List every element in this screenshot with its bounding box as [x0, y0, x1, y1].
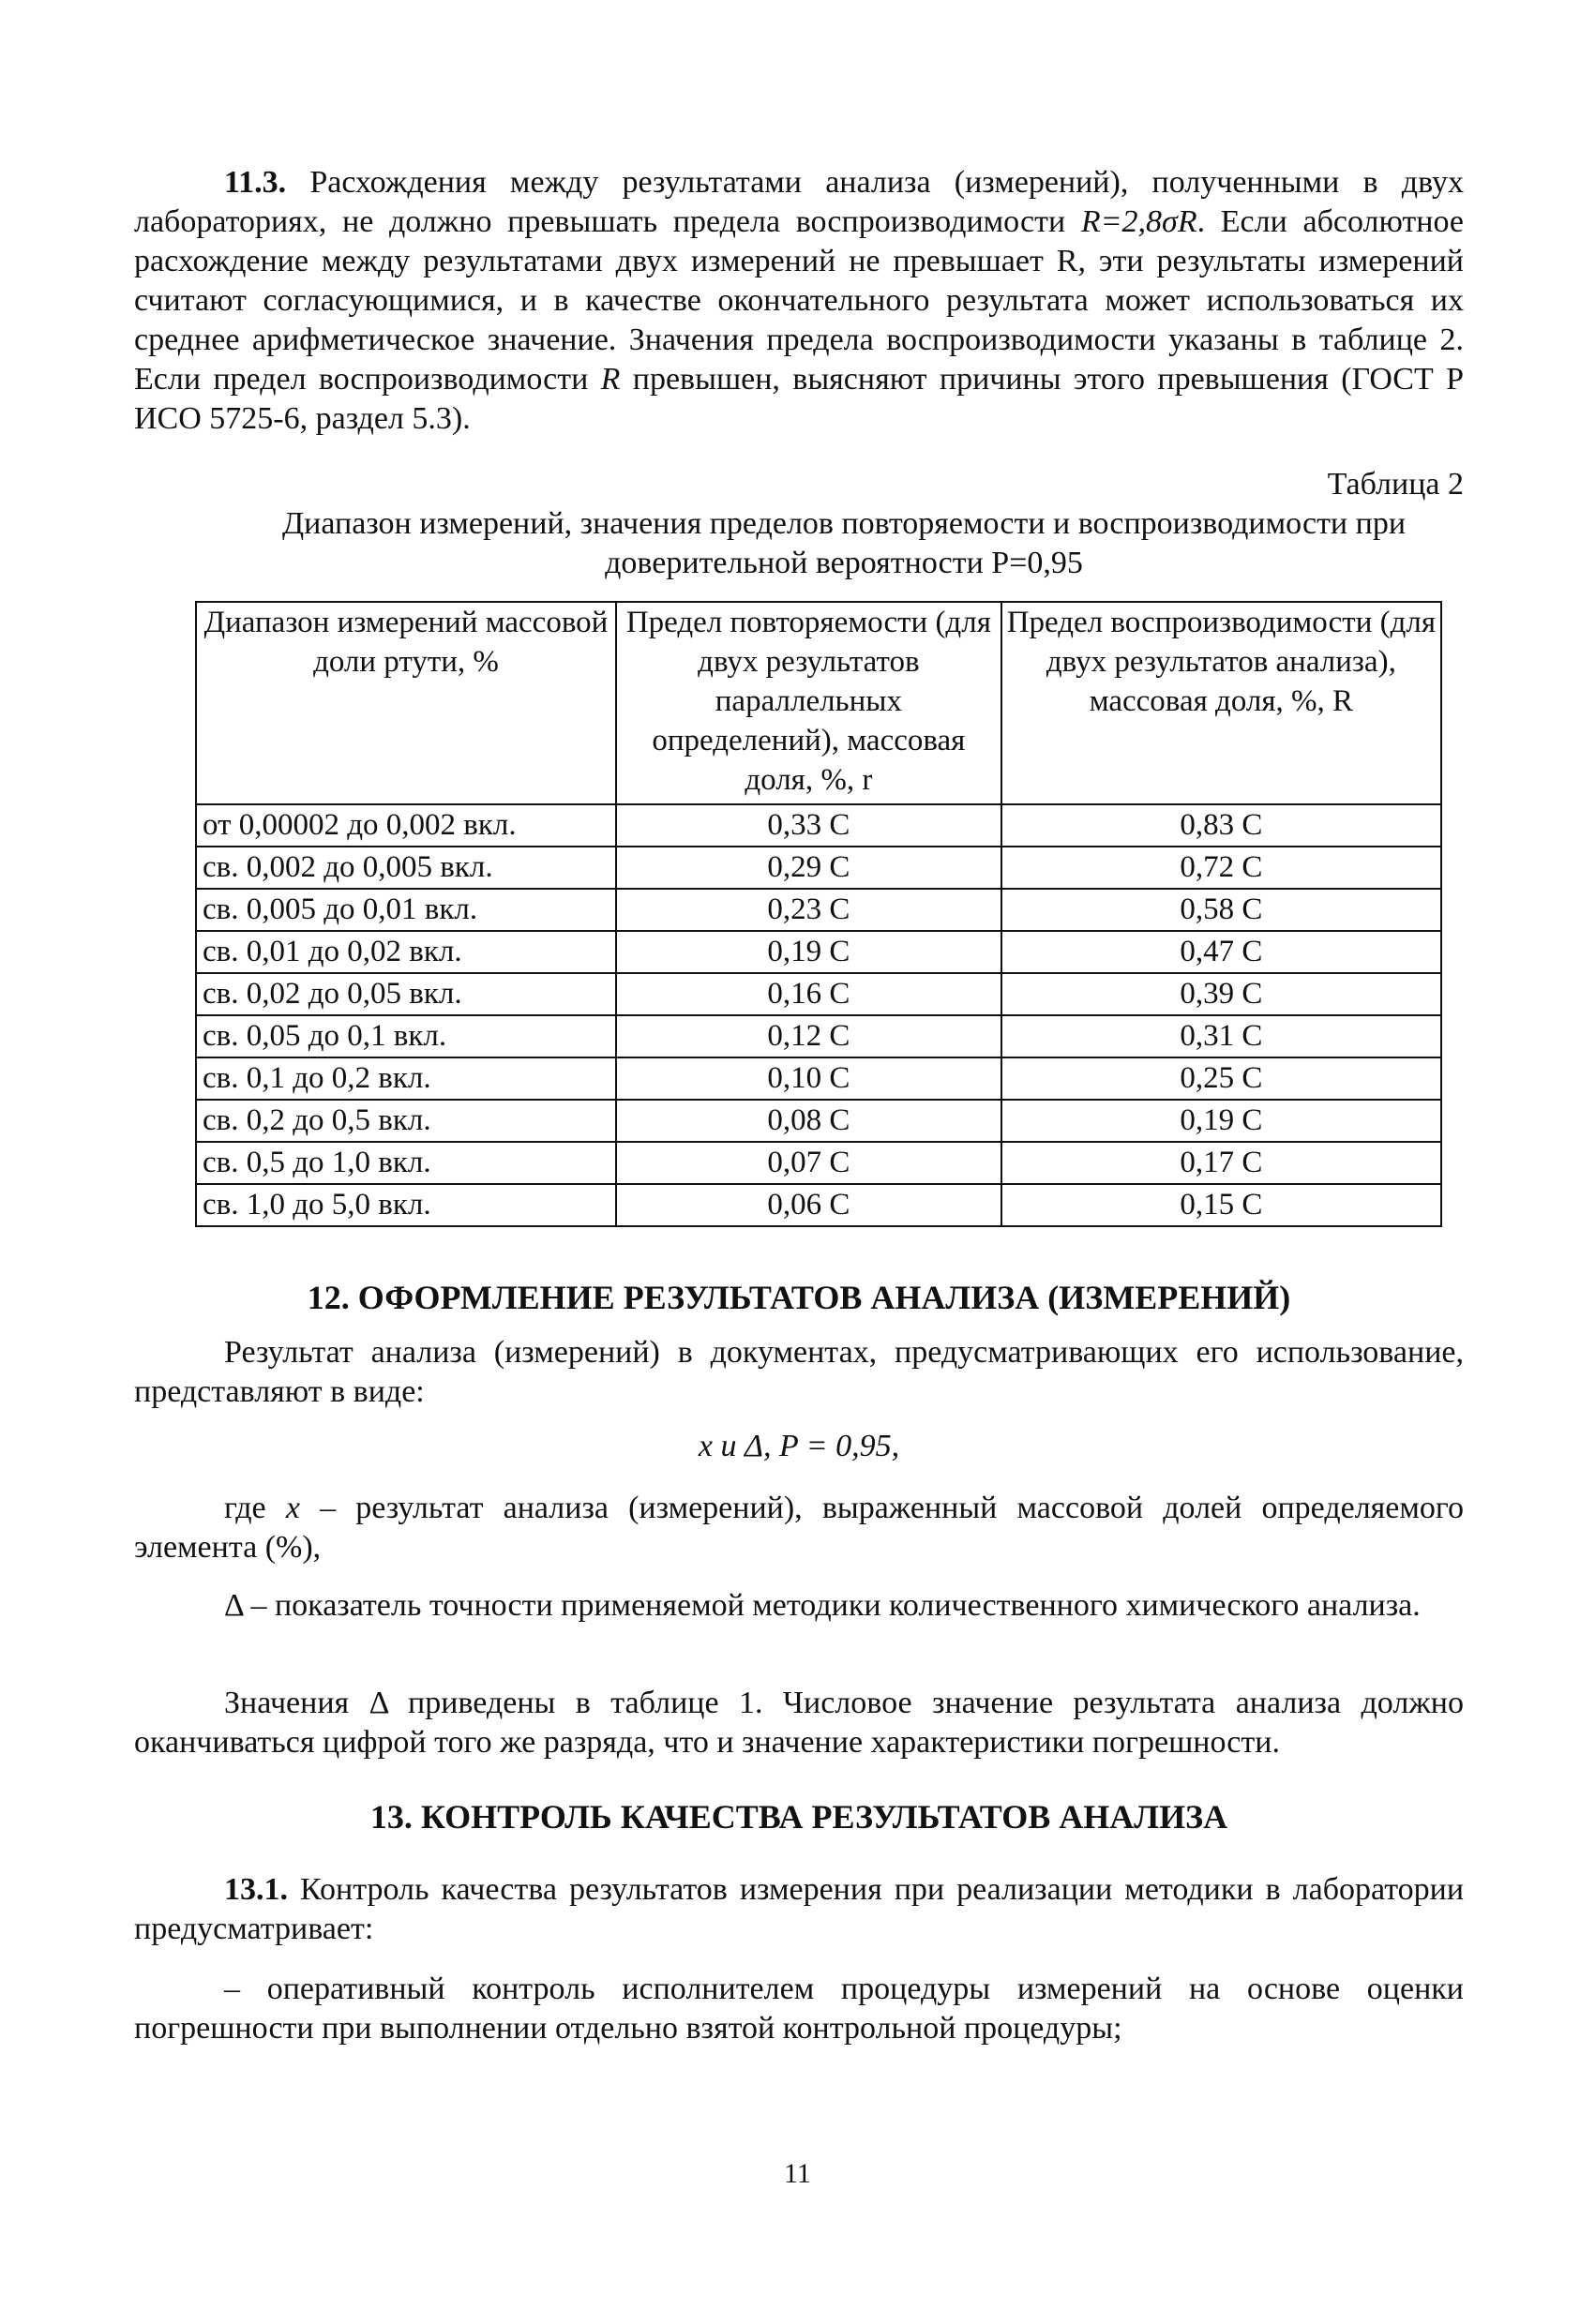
table-header-row	[196, 602, 1441, 804]
reproducibility-formula: R=2,8σR	[1080, 204, 1197, 239]
section-13-1-text: Контроль качества результатов измерения при реализации методики в лаборатории предусматривает:	[134, 1872, 1465, 1946]
section-11-3-text-c: превышен, выясняют причины этого превышения (ГОСТ Р ИСО 5725-6, раздел 5.3).	[134, 362, 1464, 436]
cell-r: 0,12 C	[616, 1015, 1001, 1057]
where-text: – результат анализа (измерений), выраженный массовой долей определяемого элемента (%),	[134, 1491, 1465, 1565]
cell-range: св. 0,002 до 0,005 вкл.	[196, 847, 616, 889]
cell-r: 0,10 C	[616, 1057, 1001, 1100]
cell-R: 0,72 C	[1001, 847, 1441, 889]
cell-R: 0,58 C	[1001, 889, 1441, 931]
cell-r: 0,23 C	[616, 889, 1001, 931]
table-row	[196, 1184, 1441, 1226]
cell-R: 0,19 C	[1001, 1100, 1441, 1142]
control-list-item: – оперативный контроль исполнителем процедуры измерений на основе оценки погрешности при выполнении отдельно взятой контрольной процедуры;	[134, 1972, 1464, 2046]
cell-R: 0,39 C	[1001, 973, 1441, 1015]
table-row	[196, 847, 1441, 889]
cell-r: 0,06 C	[616, 1184, 1001, 1226]
table-row	[196, 973, 1441, 1015]
cell-R: 0,31 C	[1001, 1015, 1441, 1057]
cell-r: 0,29 C	[616, 847, 1001, 889]
cell-range: св. 0,1 до 0,2 вкл.	[196, 1057, 616, 1100]
cell-r: 0,19 C	[616, 931, 1001, 973]
where-prefix: где	[224, 1491, 266, 1525]
section-12-final-paragraph: Значения Δ приведены в таблице 1. Числовое значение результата анализа должно оканчиваться цифрой того же разряда, что и значение характеристики погрешности.	[134, 1686, 1464, 1760]
header-repeatability: Предел повторяемости (для двух результатов параллельных определений), массовая доля, %, r	[616, 602, 1001, 804]
where-symbol: x	[285, 1491, 300, 1525]
where-x-paragraph	[134, 1489, 1464, 1567]
cell-R: 0,15 C	[1001, 1184, 1441, 1226]
section-12-heading: 12. ОФОРМЛЕНИЕ РЕЗУЛЬТАТОВ АНАЛИЗА (ИЗМЕРЕНИЙ)	[307, 1279, 1291, 1316]
cell-range: св. 0,5 до 1,0 вкл.	[196, 1142, 616, 1184]
header-reproducibility: Предел воспроизводимости (для двух результатов анализа), массовая доля, %, R	[1001, 602, 1441, 804]
table-2-caption: Диапазон измерений, значения пределов повторяемости и воспроизводимости при доверительной вероятности P=0,95	[281, 506, 1407, 580]
cell-r: 0,16 C	[616, 973, 1001, 1015]
cell-r: 0,07 C	[616, 1142, 1001, 1184]
cell-R: 0,47 C	[1001, 931, 1441, 973]
cell-range: св. 1,0 до 5,0 вкл.	[196, 1184, 616, 1226]
table-row	[196, 1057, 1441, 1100]
cell-range: от 0,00002 до 0,002 вкл.	[196, 804, 616, 847]
delta-paragraph: Δ – показатель точности применяемой методики количественного химического анализа.	[224, 1588, 1421, 1623]
cell-R: 0,17 C	[1001, 1142, 1441, 1184]
section-11-3-text-b: . Если абсолютное расхождение между результатами двух измерений не превышает R, эти результаты измерений считают согласующимися, и в качестве окончательного результата может использоваться их среднее арифметическое значение. Значения предела воспроизводимости указаны в таблице 2. Если предел воспроизводимости	[134, 204, 1464, 397]
cell-R: 0,83 C	[1001, 804, 1441, 847]
cell-range: св. 0,05 до 0,1 вкл.	[196, 1015, 616, 1057]
table-2-label: Таблица 2	[1327, 467, 1464, 502]
page-number: 11	[784, 2158, 811, 2189]
cell-range: св. 0,2 до 0,5 вкл.	[196, 1100, 616, 1142]
header-range: Диапазон измерений массовой доли ртути, %	[196, 602, 616, 804]
section-13-heading: 13. КОНТРОЛЬ КАЧЕСТВА РЕЗУЛЬТАТОВ АНАЛИЗА	[369, 1798, 1228, 1836]
cell-range: св. 0,01 до 0,02 вкл.	[196, 931, 616, 973]
table-row	[196, 1015, 1441, 1057]
section-11-3-text-a: Расхождения между результатами анализа (измерений), полученными в двух лабораториях, не должно превышать предела воспроизводимости	[134, 165, 1464, 239]
result-formula: x и Δ, P = 0,95,	[698, 1429, 900, 1463]
section-13-1-paragraph	[134, 1870, 1464, 1949]
cell-range: св. 0,005 до 0,01 вкл.	[196, 889, 616, 931]
table-2	[195, 601, 1442, 1227]
section-11-3-paragraph	[134, 163, 1464, 439]
table-row	[196, 1142, 1441, 1184]
section-13-1-number: 13.1.	[224, 1872, 288, 1907]
table-row	[196, 889, 1441, 931]
section-12-paragraph: Результат анализа (измерений) в документах, предусматривающих его использование, представляют в виде:	[134, 1335, 1464, 1409]
table-row	[196, 931, 1441, 973]
cell-R: 0,25 C	[1001, 1057, 1441, 1100]
cell-r: 0,33 C	[616, 804, 1001, 847]
table-row	[196, 1100, 1441, 1142]
table-row	[196, 804, 1441, 847]
section-11-3-number: 11.3.	[224, 165, 287, 200]
symbol-r: R	[600, 362, 621, 397]
cell-range: св. 0,02 до 0,05 вкл.	[196, 973, 616, 1015]
cell-r: 0,08 C	[616, 1100, 1001, 1142]
